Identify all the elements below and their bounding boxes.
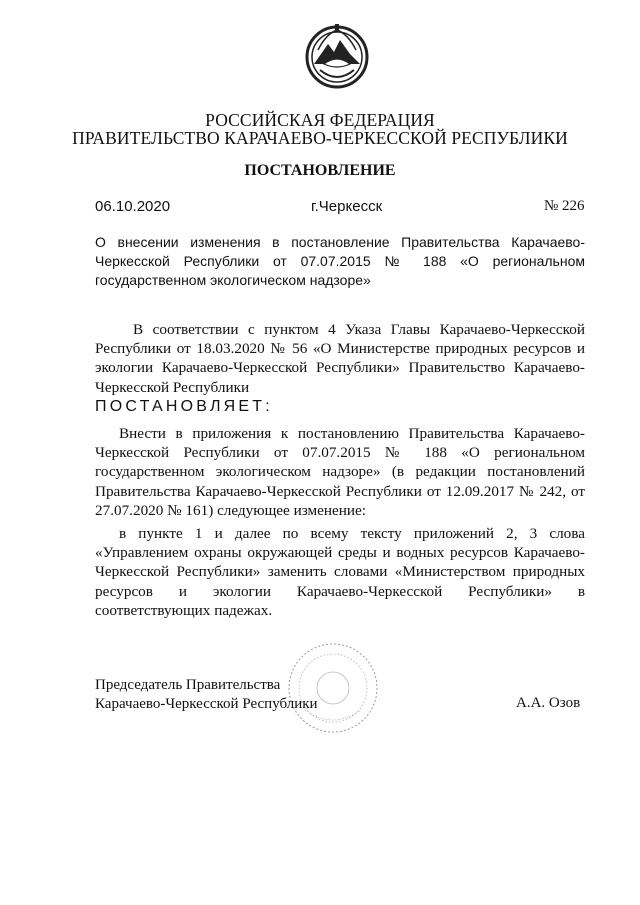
header-country: РОССИЙСКАЯ ФЕДЕРАЦИЯ: [205, 110, 435, 130]
signature-position: [95, 676, 318, 714]
intro-paragraph: [95, 320, 585, 397]
header-government: ПРАВИТЕЛЬСТВО КАРАЧАЕВО-ЧЕРКЕССКОЙ РЕСПУБЛИКИ: [72, 128, 568, 148]
signature-name: А.А. Озов: [516, 695, 581, 711]
document-subject: О внесении изменения в постановление Правительства Карачаево-Черкесской Республики от 07.07.2015 № 188 «О региональном государственном экологическом надзоре»: [95, 234, 585, 288]
signature-position-line1: Председатель Правительства: [95, 677, 281, 693]
intro-text: В соответствии с пунктом 4 Указа Главы Карачаево-Черкесской Республики от 18.03.2020 № 56 «О Министерстве природных ресурсов и экологии Карачаево-Черкесской Республики» Правительство Карачаево-Черкесской Республики: [95, 321, 585, 396]
document-title: ПОСТАНОВЛЕНИЕ: [244, 162, 396, 179]
document-date: 06.10.2020: [95, 198, 171, 215]
signature-position-line2: Карачаево-Черкесской Республики: [95, 696, 318, 712]
document-city: г.Черкесск: [311, 198, 383, 215]
resolve-heading: ПОСТАНОВЛЯЕТ:: [95, 398, 273, 415]
item-paragraph-2: [95, 524, 585, 620]
item-text-2: в пункте 1 и далее по всему тексту приложений 2, 3 слова «Управлением охраны окружающей среды и водных ресурсов Карачаево-Черкесской Республики» заменить словами «Министерством природных ресурсов и экологии Карачаево-Черкесской Республики» в соответствующих падежах.: [95, 525, 585, 619]
item-text-1: Внести в приложения к постановлению Правительства Карачаево-Черкесской Республики от 07.07.2015 № 188 «О региональном государственном экологическом надзоре» (в редакции постановлений Правительства Карачаево-Черкесской Республики от 12.09.2017 № 242, от 27.07.2020 № 161) следующее изменение:: [95, 425, 585, 519]
item-paragraph-1: [95, 424, 585, 520]
coat-of-arms-icon: [304, 20, 370, 94]
document-number: № 226: [544, 198, 585, 214]
